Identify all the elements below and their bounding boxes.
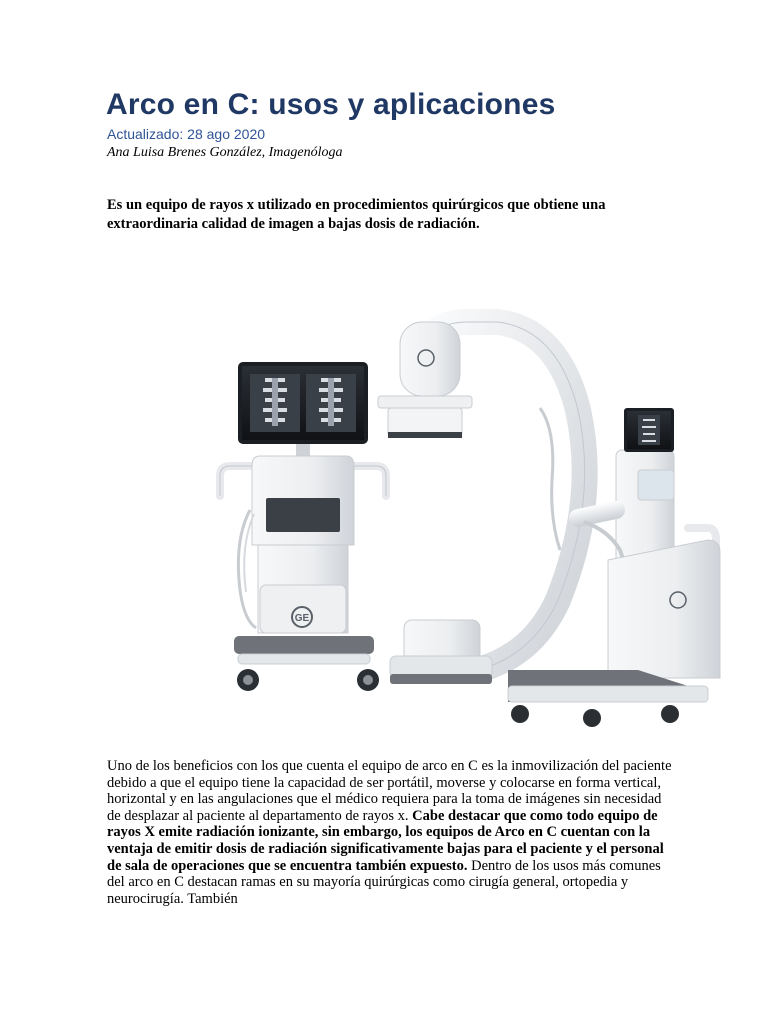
body-paragraph (107, 758, 672, 907)
c-arm-figure (168, 300, 758, 756)
body-text-bold: Cabe destacar que como todo equipo de rayos X emite radiación ionizante, sin embargo, los equipos de Arco en C cuentan con la ventaja de emitir dosis de radiación significativamente bajas para el paciente y el personal de sala de operaciones que se encuentra también expuesto. (107, 807, 664, 874)
updated-date: Actualizado: 28 ago 2020 (107, 126, 266, 142)
cart-logo: GE (294, 613, 310, 624)
article-title: Arco en C: usos y aplicaciones (106, 88, 556, 121)
c-arm-xray-machine-image (168, 300, 758, 756)
author-line: Ana Luisa Brenes González, Imagenóloga (107, 145, 343, 160)
intro-paragraph: Es un equipo de rayos x utilizado en procedimientos quirúrgicos que obtiene una extraordinaria calidad de imagen a bajas dosis de radiación. (107, 197, 606, 232)
body-text-part-1: Uno de los beneficios con los que cuenta el equipo de arco en C es la inmovilización del paciente debido a que el equipo tiene la capacidad de ser portátil, moverse y colocarse en forma vertical, horizontal y en las angulaciones que el médico requiera para la toma de imágenes sin necesidad de desplazar al paciente al departamento de rayos x. (107, 758, 672, 824)
body-text-part-2: Dentro de los usos más comunes del arco en C destacan ramas en su mayoría quirúrgicas como cirugía general, ortopedia y neurocirugía. También (107, 857, 661, 907)
